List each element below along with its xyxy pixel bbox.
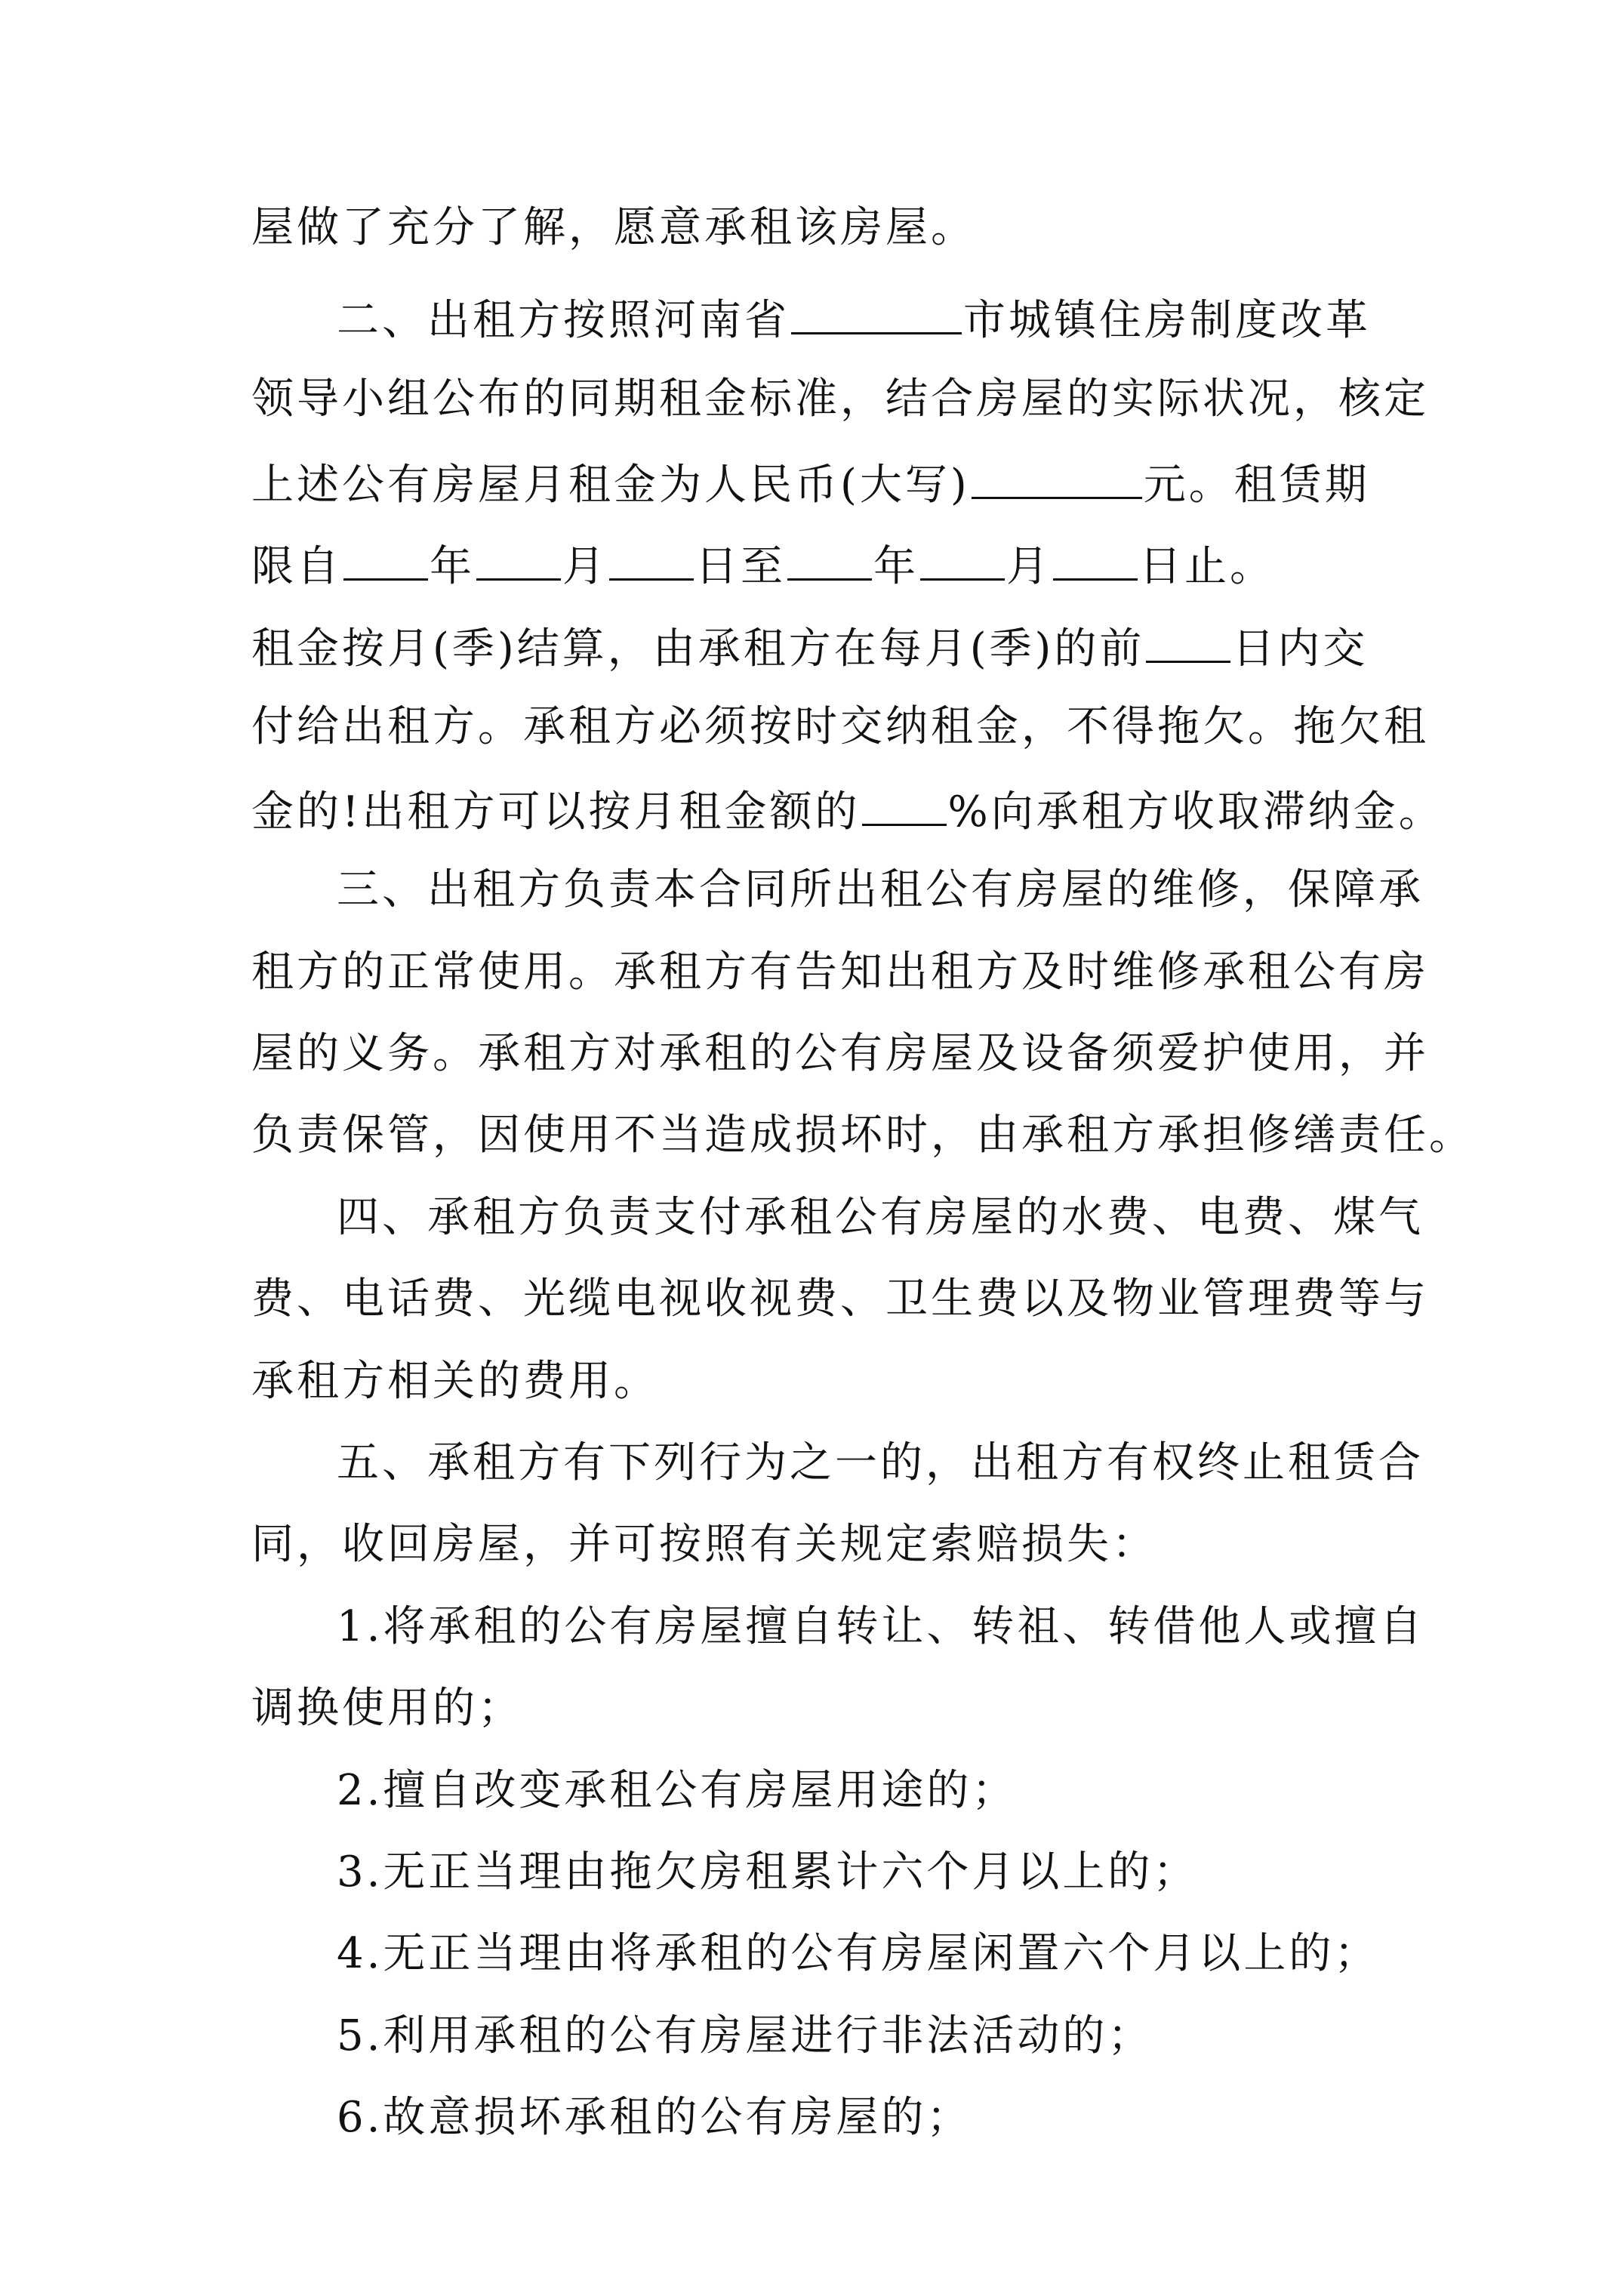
blank-field — [972, 451, 1142, 499]
blank-field — [1053, 533, 1138, 581]
text-line: 屋做了充分了解，愿意承租该房屋。 — [251, 203, 976, 252]
blank-field — [920, 533, 1005, 581]
text-line: 调换使用的； — [251, 1684, 523, 1733]
text-line: 二、出租方按照河南省 市城镇住房制度改革 — [337, 287, 1371, 347]
text-line: 4.无正当理由将承租的公有房屋闲置六个月以上的； — [337, 1929, 1380, 1978]
text-line: 租方的正常使用。承租方有告知出租方及时维修承租公有房 — [251, 948, 1429, 997]
text-line: 金的!出租方可以按月租金额的 %向承租方收取滞纳金。 — [251, 778, 1444, 839]
text-line: 三、出租方负责本合同所出租公有房屋的维修，保障承 — [337, 865, 1424, 914]
blank-field — [787, 533, 872, 581]
blank-field — [1146, 615, 1230, 663]
text-line: 承租方相关的费用。 — [251, 1357, 659, 1406]
blank-field — [343, 533, 428, 581]
text-line: 同，收回房屋，并可按照有关规定索赔损失： — [251, 1520, 1157, 1569]
text-line: 限自 年 月 日至 年 月 日止。 — [251, 533, 1275, 593]
text-line: 付给出租方。承租方必须按时交纳租金，不得拖欠。拖欠租 — [251, 702, 1429, 751]
text-line: 6.故意损坏承租的公有房屋的； — [337, 2093, 972, 2142]
text-line: 五、承租方有下列行为之一的，出租方有权终止租赁合 — [337, 1438, 1424, 1487]
text-line: 租金按月(季)结算，由承租方在每月(季)的前 日内交 — [251, 615, 1368, 676]
text-line: 负责保管，因使用不当造成损坏时，由承租方承担修缮责任。 — [251, 1111, 1474, 1160]
text-line: 屋的义务。承租方对承租的公有房屋及设备须爱护使用，并 — [251, 1029, 1429, 1078]
blank-field — [791, 287, 962, 334]
text-line: 1.将承租的公有房屋擅自转让、转祖、转借他人或擅自 — [337, 1602, 1425, 1651]
blank-field — [609, 533, 694, 581]
text-line: 领导小组公布的同期租金标准，结合房屋的实际状况，核定 — [251, 374, 1429, 424]
text-line: 四、承租方负责支付承租公有房屋的水费、电费、煤气 — [337, 1193, 1424, 1242]
text-line: 5.利用承租的公有房屋进行非法活动的； — [337, 2011, 1153, 2060]
blank-field — [862, 778, 947, 826]
text-line: 2.擅自改变承租公有房屋用途的； — [337, 1766, 1018, 1815]
text-line: 上述公有房屋月租金为人民币(大写) 元。租赁期 — [251, 451, 1370, 512]
blank-field — [476, 533, 561, 581]
text-line: 费、电话费、光缆电视收视费、卫生费以及物业管理费等与 — [251, 1274, 1429, 1324]
text-line: 3.无正当理由拖欠房租累计六个月以上的； — [337, 1848, 1199, 1897]
